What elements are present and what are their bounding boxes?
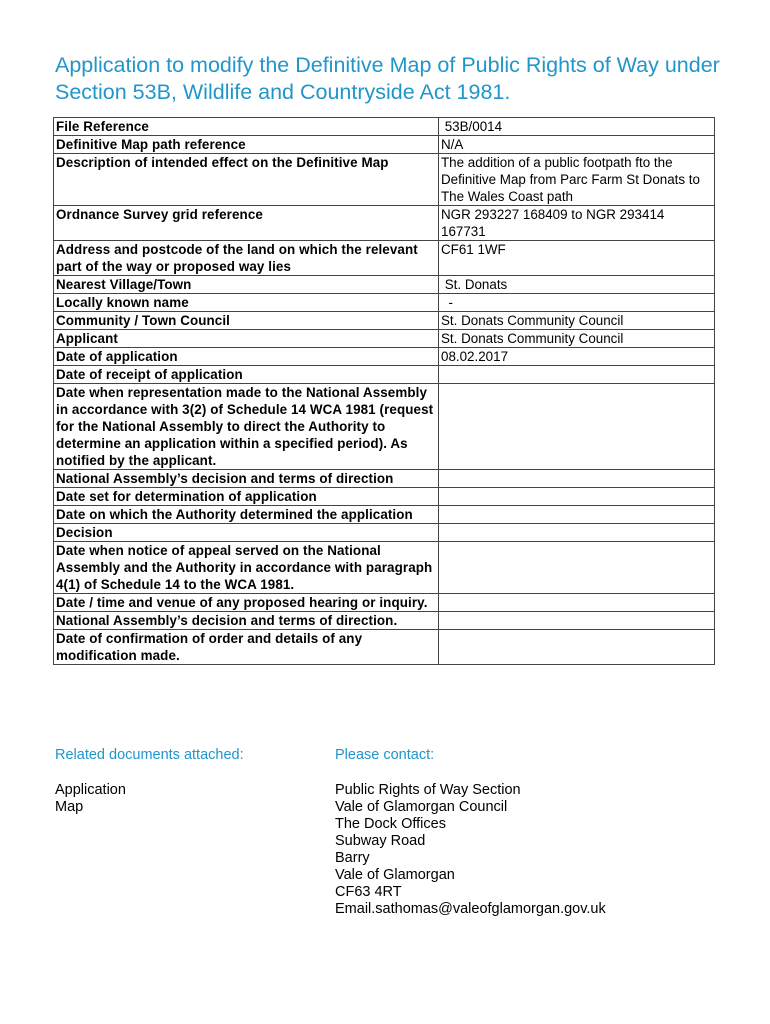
- row-value: -: [439, 294, 715, 312]
- contact-line: Subway Road: [335, 833, 426, 849]
- contact-line: Barry: [335, 850, 370, 866]
- row-label: File Reference: [54, 118, 439, 136]
- table-row: [54, 366, 715, 384]
- contact-email: Email.sathomas@valeofglamorgan.gov.uk: [335, 901, 606, 917]
- row-label: Definitive Map path reference: [54, 136, 439, 154]
- row-value: St. Donats Community Council: [439, 312, 715, 330]
- table-row: [54, 118, 715, 136]
- table-row: [54, 136, 715, 154]
- row-value: [439, 470, 715, 488]
- row-value: [439, 366, 715, 384]
- table-row: [54, 612, 715, 630]
- contact-address: [335, 782, 606, 918]
- row-label: Date / time and venue of any proposed hearing or inquiry.: [54, 594, 439, 612]
- row-label: Address and postcode of the land on which the relevant part of the way or proposed way lies: [54, 241, 439, 276]
- row-label: National Assembly’s decision and terms of direction.: [54, 612, 439, 630]
- related-documents-heading: Related documents attached:: [55, 747, 244, 763]
- table-row: [54, 594, 715, 612]
- contact-line: Vale of Glamorgan Council: [335, 799, 508, 815]
- row-label: Date of confirmation of order and details of any modification made.: [54, 630, 439, 665]
- row-label: Nearest Village/Town: [54, 276, 439, 294]
- contact-line: Public Rights of Way Section: [335, 782, 521, 798]
- row-label: Decision: [54, 524, 439, 542]
- contact-line: CF63 4RT: [335, 884, 402, 900]
- row-value: 53B/0014: [439, 118, 715, 136]
- table-row: [54, 542, 715, 594]
- row-label: Ordnance Survey grid reference: [54, 206, 439, 241]
- row-value: CF61 1WF: [439, 241, 715, 276]
- row-value: N/A: [439, 136, 715, 154]
- row-value: [439, 542, 715, 594]
- row-label: Applicant: [54, 330, 439, 348]
- row-label: Date when notice of appeal served on the National Assembly and the Authority in accordance with paragraph 4(1) of Schedule 14 to the WCA 1981.: [54, 542, 439, 594]
- row-label: National Assembly’s decision and terms of direction: [54, 470, 439, 488]
- table-row: [54, 330, 715, 348]
- row-value: The addition of a public footpath fto the Definitive Map from Parc Farm St Donats to The Wales Coast path: [439, 154, 715, 206]
- row-label: Locally known name: [54, 294, 439, 312]
- record-table: [53, 117, 715, 665]
- table-row: [54, 384, 715, 470]
- row-value: [439, 594, 715, 612]
- table-row: [54, 276, 715, 294]
- row-value: [439, 488, 715, 506]
- row-value: [439, 630, 715, 665]
- row-label: Date of application: [54, 348, 439, 366]
- row-label: Date of receipt of application: [54, 366, 439, 384]
- row-label: Date when representation made to the National Assembly in accordance with 3(2) of Schedule 14 WCA 1981 (request for the National Assembly to direct the Authority to determine an application within a specified period). As notified by the applicant.: [54, 384, 439, 470]
- row-value: St. Donats Community Council: [439, 330, 715, 348]
- row-label: Description of intended effect on the Definitive Map: [54, 154, 439, 206]
- table-row: [54, 206, 715, 241]
- row-value: [439, 506, 715, 524]
- table-row: [54, 294, 715, 312]
- row-value: 08.02.2017: [439, 348, 715, 366]
- list-item: Map: [55, 799, 84, 815]
- row-label: Date set for determination of application: [54, 488, 439, 506]
- contact-heading: Please contact:: [335, 747, 435, 763]
- table-row: [54, 524, 715, 542]
- contact-line: Vale of Glamorgan: [335, 867, 455, 883]
- page-title: Application to modify the Definitive Map of Public Rights of Way under Section 53B, Wildlife and Countryside Act 1981.: [55, 53, 720, 104]
- table-row: [54, 470, 715, 488]
- row-value: [439, 384, 715, 470]
- table-row: [54, 312, 715, 330]
- row-value: [439, 524, 715, 542]
- related-documents-list: [55, 782, 126, 816]
- table-row: [54, 488, 715, 506]
- table-row: [54, 630, 715, 665]
- table-row: [54, 506, 715, 524]
- table-row: [54, 348, 715, 366]
- contact-line: The Dock Offices: [335, 816, 446, 832]
- row-label: Community / Town Council: [54, 312, 439, 330]
- row-value: [439, 612, 715, 630]
- table-row: [54, 154, 715, 206]
- row-value: St. Donats: [439, 276, 715, 294]
- row-value: NGR 293227 168409 to NGR 293414 167731: [439, 206, 715, 241]
- list-item: Application: [55, 782, 126, 798]
- row-label: Date on which the Authority determined the application: [54, 506, 439, 524]
- table-row: [54, 241, 715, 276]
